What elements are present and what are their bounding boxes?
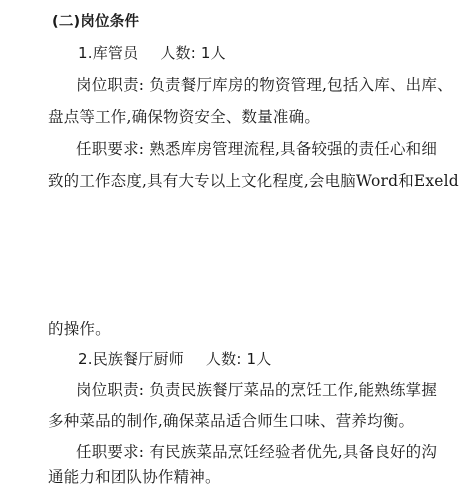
duty-line: 岗位职责: 负责餐厅库房的物资管理,包括入库、出库、 bbox=[76, 76, 453, 94]
duty-line: 岗位职责: 负责民族餐厅菜品的烹饪工作,能熟练掌握 bbox=[76, 381, 438, 399]
headcount-text: 人数: 1人 bbox=[160, 44, 226, 62]
job-title-warehouse-keeper bbox=[78, 43, 226, 63]
job-title-text: 2.民族餐厅厨师 bbox=[78, 350, 184, 368]
job-title-ethnic-restaurant-chef bbox=[78, 349, 272, 369]
requirement-line: 的操作。 bbox=[48, 320, 111, 338]
job-title-text: 1.库管员 bbox=[78, 44, 139, 62]
section-heading: (二)岗位条件 bbox=[52, 14, 140, 30]
requirement-line: 通能力和团队协作精神。 bbox=[48, 468, 221, 486]
requirement-line: 任职要求: 熟悉库房管理流程,具备较强的责任心和细 bbox=[76, 140, 438, 158]
requirement-line: 致的工作态度,具有大专以上文化程度,会电脑Word和Exeld bbox=[48, 172, 459, 190]
duty-line: 多种菜品的制作,确保菜品适合师生口味、营养均衡。 bbox=[48, 412, 415, 430]
requirement-line: 任职要求: 有民族菜品烹饪经验者优先,具备良好的沟 bbox=[76, 443, 438, 461]
duty-line: 盘点等工作,确保物资安全、数量准确。 bbox=[48, 108, 321, 126]
headcount-text: 人数: 1人 bbox=[205, 350, 272, 368]
